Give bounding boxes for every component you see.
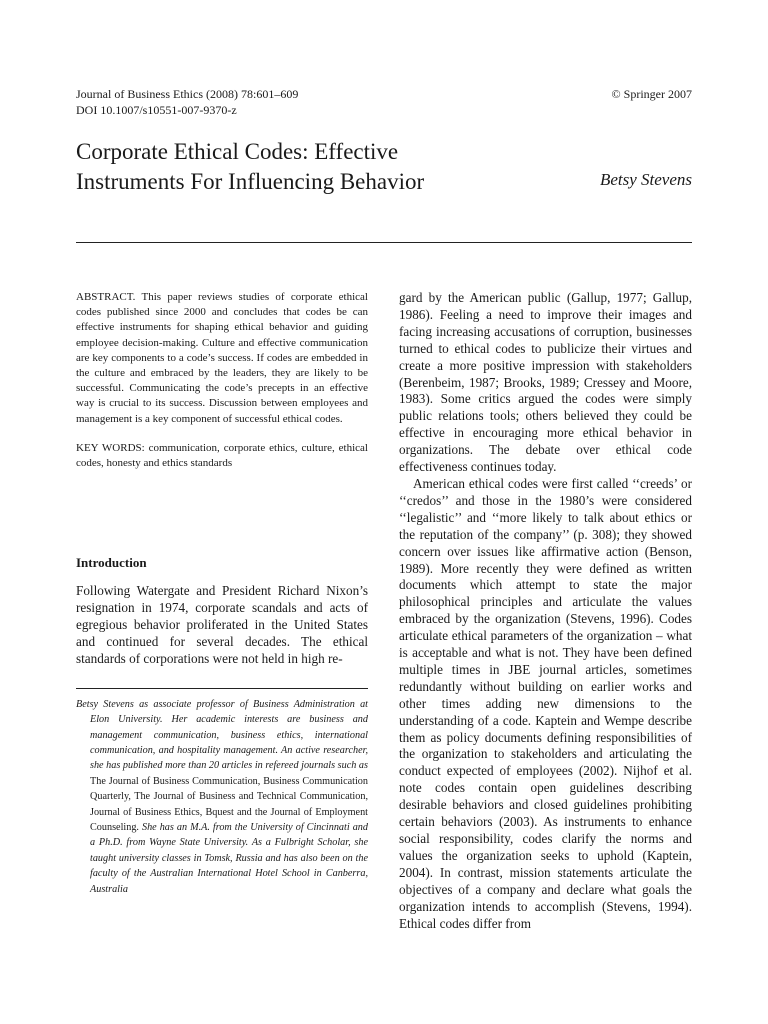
body-paragraph-2: American ethical codes were first called ‘‘creeds’ or ‘‘credos’’ and those in the 1980’s were considered ‘‘legalistic’’ and ‘‘more likely to talk about ethics or the reputation of the company’’ (p. 308); they showed concern over issues like affirmative action (Benson, 1989). More recently they were defined as written documents which attempt to state the major philosophical principles and articulate the values embraced by the organization (Stevens, 1996). Codes articulate ethical parameters of the organization – what is acceptable and what is not. They have been defined multiple times in JBE journal articles, sometimes redundantly without building on earlier works and other times adding new dimensions to the understanding of a code. Kaptein and Wempe describe them as policy documents defining responsibilities of the organization to stakeholders and articulating the conduct expected of employees (2002). Nijhof et al. note codes contain open guidelines describing desirable behaviors and closed guidelines prohibiting certain behaviors (2003). As instruments to enhance social responsibility, codes clarify the norms and values the organization seeks to uphold (Kaptein, 2004). In contrast, mission statements articulate the objectives of a company and declare what goals the organization intends to accomplish (Stevens, 1994). Ethical codes differ from — [399, 475, 692, 931]
introduction-paragraph: Following Watergate and President Richard Nixon’s resignation in 1974, corporate scandals and acts of egregious behavior proliferated in the United States and continued for several decades. The ethical standards of corporations were not held in high re- — [76, 583, 368, 666]
copyright-notice: © Springer 2007 — [611, 87, 692, 101]
journal-line: Journal of Business Ethics (2008) 78:601–609 — [76, 87, 299, 101]
footnote-part-2: The Journal of Business Communication, Business Communication Quarterly, The Journal of Business and Technical Communication, Journal of Business Ethics, Bquest and the Journal of Employment Counseling. — [90, 775, 368, 834]
right-column — [399, 290, 692, 932]
author-name: Betsy Stevens — [599, 170, 692, 189]
abstract: ABSTRACT. This paper reviews studies of corporate ethical codes published since 2000 and concludes that codes be can effective instruments for shaping ethical behavior and guiding employee decision-making. Culture and effective communication are key components to a code’s success. If codes are embedded in the culture and embraced by the leaders, they are likely to be successful. Communicating the code’s precepts in an effective way is crucial to its success. Discussion between employees and management is a key component of successful ethical codes. — [76, 291, 368, 425]
article-title — [76, 137, 424, 197]
keywords: KEY WORDS: communication, corporate ethics, culture, ethical codes, honesty and ethics standards — [76, 441, 368, 470]
introduction-heading: Introduction — [76, 555, 147, 571]
title-divider — [76, 242, 692, 243]
title-line-1: Corporate Ethical Codes: Effective — [76, 139, 399, 164]
footnote-part-3: She has an M.A. from the University of Cincinnati and a Ph.D. from Wayne State University. As a Fulbright Scholar, she taught university classes in Tomsk, Russia and has also been on the faculty of the Australian International Hotel School in Canberra, Australia — [90, 822, 368, 895]
doi-line: DOI 10.1007/s10551-007-9370-z — [76, 103, 237, 117]
title-line-2: Instruments For Influencing Behavior — [76, 169, 425, 194]
footnote-part-1: Betsy Stevens as associate professor of Business Administration at Elon University. Her academic interests are business and management communication, business ethics, international communication, and hospitality management. An active researcher, she has published more than 20 articles in refereed journals such as — [76, 698, 368, 772]
journal-citation — [76, 86, 298, 118]
body-paragraph-1: gard by the American public (Gallup, 1977; Gallup, 1986). Feeling a need to improve their images and facing increasing accusations of corruption, businesses turned to ethical codes to publicize their virtues and create a more positive impression with stakeholders (Berenbeim, 1987; Brooks, 1989; Cressey and Moore, 1983). Some critics argued the codes were simply public relations tools; others believed they could be effective in encouraging more ethical behavior in organizations. The debate over ethical code effectiveness continues today. — [399, 290, 692, 475]
author-footnote — [76, 697, 368, 897]
footnote-divider — [76, 688, 368, 689]
left-column — [76, 290, 368, 897]
